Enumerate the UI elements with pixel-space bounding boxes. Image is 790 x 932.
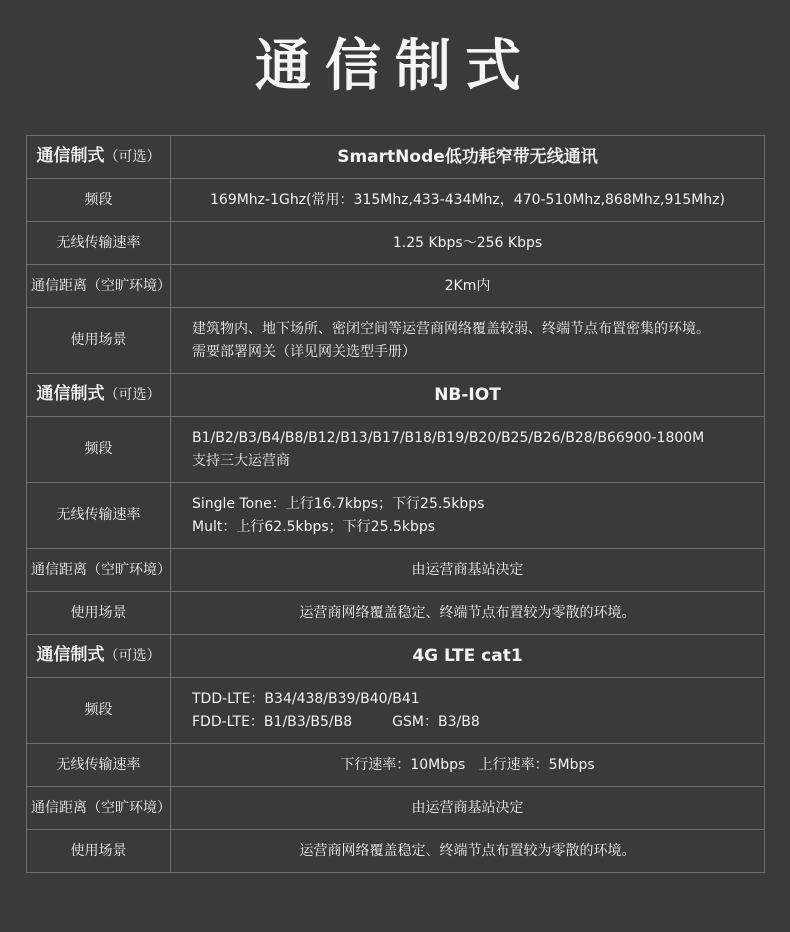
row-value [171, 744, 765, 787]
value-line: B1/B2/B3/B4/B8/B12/B13/B17/B18/B19/B20/B25/B26/B28/B66900-1800M [192, 429, 705, 446]
table-row [27, 483, 765, 549]
row-value [171, 265, 765, 308]
row-label: 无线传输速率 [27, 483, 171, 549]
row-label: 通信距离（空旷环境） [27, 549, 171, 592]
table-row [27, 830, 765, 873]
value-line: TDD-LTE：B34/438/B39/B40/B41 [192, 690, 420, 707]
row-value [171, 179, 765, 222]
header-value: 4G LTE cat1 [171, 635, 765, 678]
header-label-cell [27, 136, 171, 179]
row-label: 无线传输速率 [27, 744, 171, 787]
row-value [171, 308, 765, 374]
row-label: 通信距离（空旷环境） [27, 265, 171, 308]
row-value [171, 592, 765, 635]
table-row [27, 549, 765, 592]
header-sub: （可选） [104, 387, 161, 403]
row-label: 频段 [27, 179, 171, 222]
value-line: FDD-LTE：B1/B3/B5/B8 GSM：B3/B8 [192, 713, 480, 730]
value-line: 由运营商基站决定 [411, 799, 524, 816]
header-label-cell [27, 635, 171, 678]
row-value [171, 830, 765, 873]
table-row [27, 417, 765, 483]
value-line: 运营商网络覆盖稳定、终端节点布置较为零散的环境。 [299, 604, 636, 621]
value-line: 建筑物内、地下场所、密闭空间等运营商网络覆盖较弱、终端节点布置密集的环境。 [192, 320, 710, 337]
header-label: 通信制式 [36, 645, 105, 665]
row-label: 使用场景 [27, 308, 171, 374]
header-label: 通信制式 [36, 146, 105, 166]
header-value: SmartNode低功耗窄带无线通讯 [171, 136, 765, 179]
value-line: Single Tone：上行16.7kbps；下行25.5kbps [192, 495, 485, 512]
spec-table [26, 135, 765, 873]
table-row [27, 744, 765, 787]
value-line: 169Mhz-1Ghz(常用：315Mhz,433-434Mhz，470-510Mhz,868Mhz,915Mhz) [210, 191, 725, 208]
row-value [171, 417, 765, 483]
table-row [27, 179, 765, 222]
row-label: 使用场景 [27, 592, 171, 635]
value-line: 1.25 Kbps～256 Kbps [392, 234, 543, 251]
value-line: 运营商网络覆盖稳定、终端节点布置较为零散的环境。 [299, 842, 636, 859]
table-row [27, 787, 765, 830]
row-label: 通信距离（空旷环境） [27, 787, 171, 830]
table-row [27, 265, 765, 308]
table-row [27, 222, 765, 265]
row-value [171, 483, 765, 549]
value-line: 支持三大运营商 [192, 452, 290, 469]
table-row [27, 308, 765, 374]
value-line: 2Km内 [444, 277, 491, 294]
row-value [171, 787, 765, 830]
header-sub: （可选） [104, 648, 161, 664]
page-title: 通信制式 [255, 34, 535, 99]
value-line: 下行速率：10Mbps 上行速率：5Mbps [340, 756, 595, 773]
row-label: 频段 [27, 417, 171, 483]
row-label: 无线传输速率 [27, 222, 171, 265]
value-line: Mult：上行62.5kbps；下行25.5kbps [192, 518, 436, 535]
value-line: 需要部署网关（详见网关选型手册） [192, 343, 416, 360]
header-label: 通信制式 [36, 384, 105, 404]
value-line: 由运营商基站决定 [411, 561, 524, 578]
row-value [171, 549, 765, 592]
row-value [171, 678, 765, 744]
header-sub: （可选） [104, 149, 161, 165]
row-value [171, 222, 765, 265]
row-label: 频段 [27, 678, 171, 744]
section-header-row [27, 136, 765, 179]
row-label: 使用场景 [27, 830, 171, 873]
header-value: NB-IOT [171, 374, 765, 417]
table-row [27, 592, 765, 635]
section-header-row [27, 374, 765, 417]
section-header-row [27, 635, 765, 678]
header-label-cell [27, 374, 171, 417]
table-row [27, 678, 765, 744]
